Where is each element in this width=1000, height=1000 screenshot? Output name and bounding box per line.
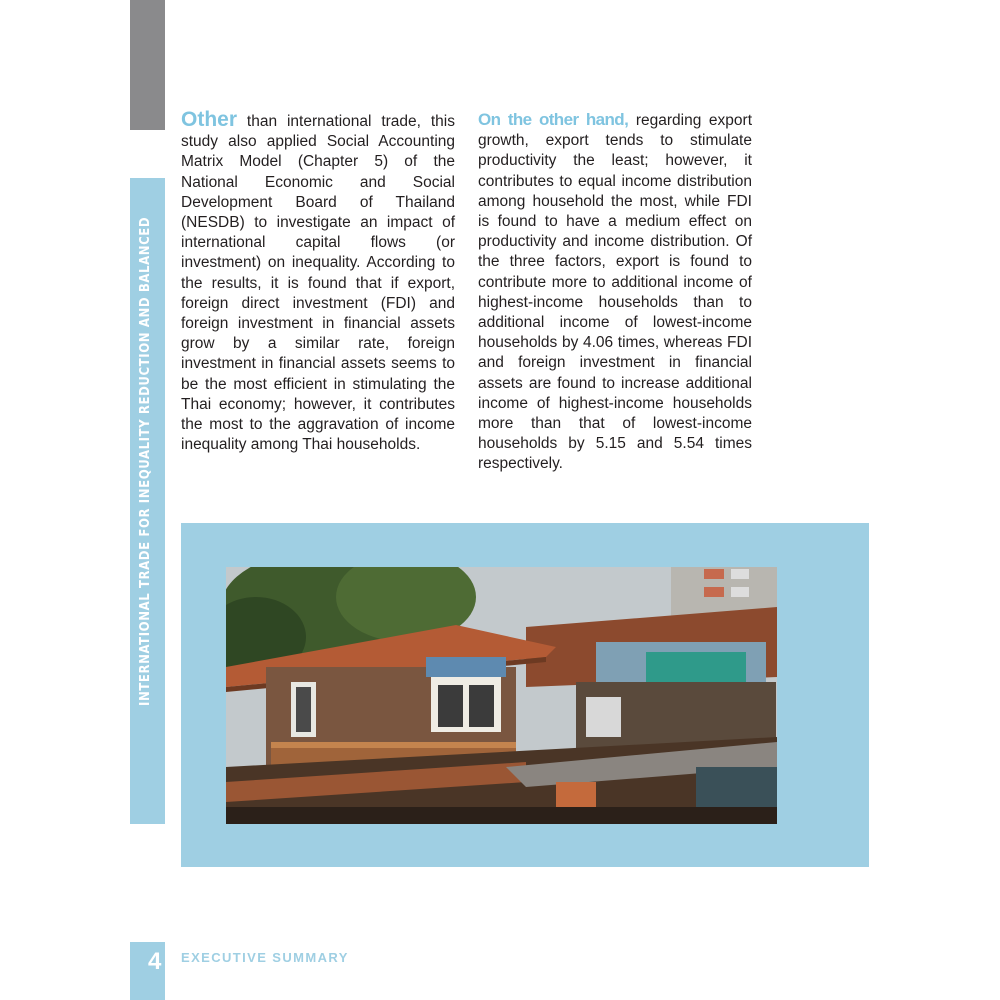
page-number: 4 <box>148 948 162 975</box>
right-column-paragraph <box>478 110 752 475</box>
right-column-lead: On the other hand, <box>478 110 629 129</box>
top-gray-bar <box>130 0 165 130</box>
footer-section-label: EXECUTIVE SUMMARY <box>181 950 349 965</box>
sidebar-vertical-title: INTERNATIONAL TRADE FOR INEQUALITY REDUCTION AND BALANCED <box>138 216 153 706</box>
left-column-paragraph <box>181 110 455 455</box>
left-column-lead: Other <box>181 108 238 131</box>
right-column-body: regarding export growth, export tends to stimulate productivity the least; however, it contributes to equal income distribution among household the most, while FDI is found to have a medium effect on productivity and income distribution. Of the three factors, export is found to contribute more to additional income of highest-income households than to additional income of lowest-income households by 4.06 times, whereas FDI and foreign investment in financial assets are found to increase additional income of highest-income households more than that of lowest-income households by 5.15 and 5.54 times respectively. <box>478 112 753 473</box>
left-column-body: than international trade, this study also applied Social Accounting Matrix Model (Chapter 5) of the National Economic and Social Development Board of Thailand (NESDB) to investigate an impact of international capital flows (or investment) on inequality. According to the results, it is found that if export, foreign direct investment (FDI) and foreign investment in financial assets grow by a similar rate, foreign investment in financial assets seems to be the most efficient in stimulating the Thai economy; however, it contributes the most to the aggravation of income inequality among Thai households. <box>181 113 455 454</box>
photo-rooftop-houses <box>226 567 777 824</box>
